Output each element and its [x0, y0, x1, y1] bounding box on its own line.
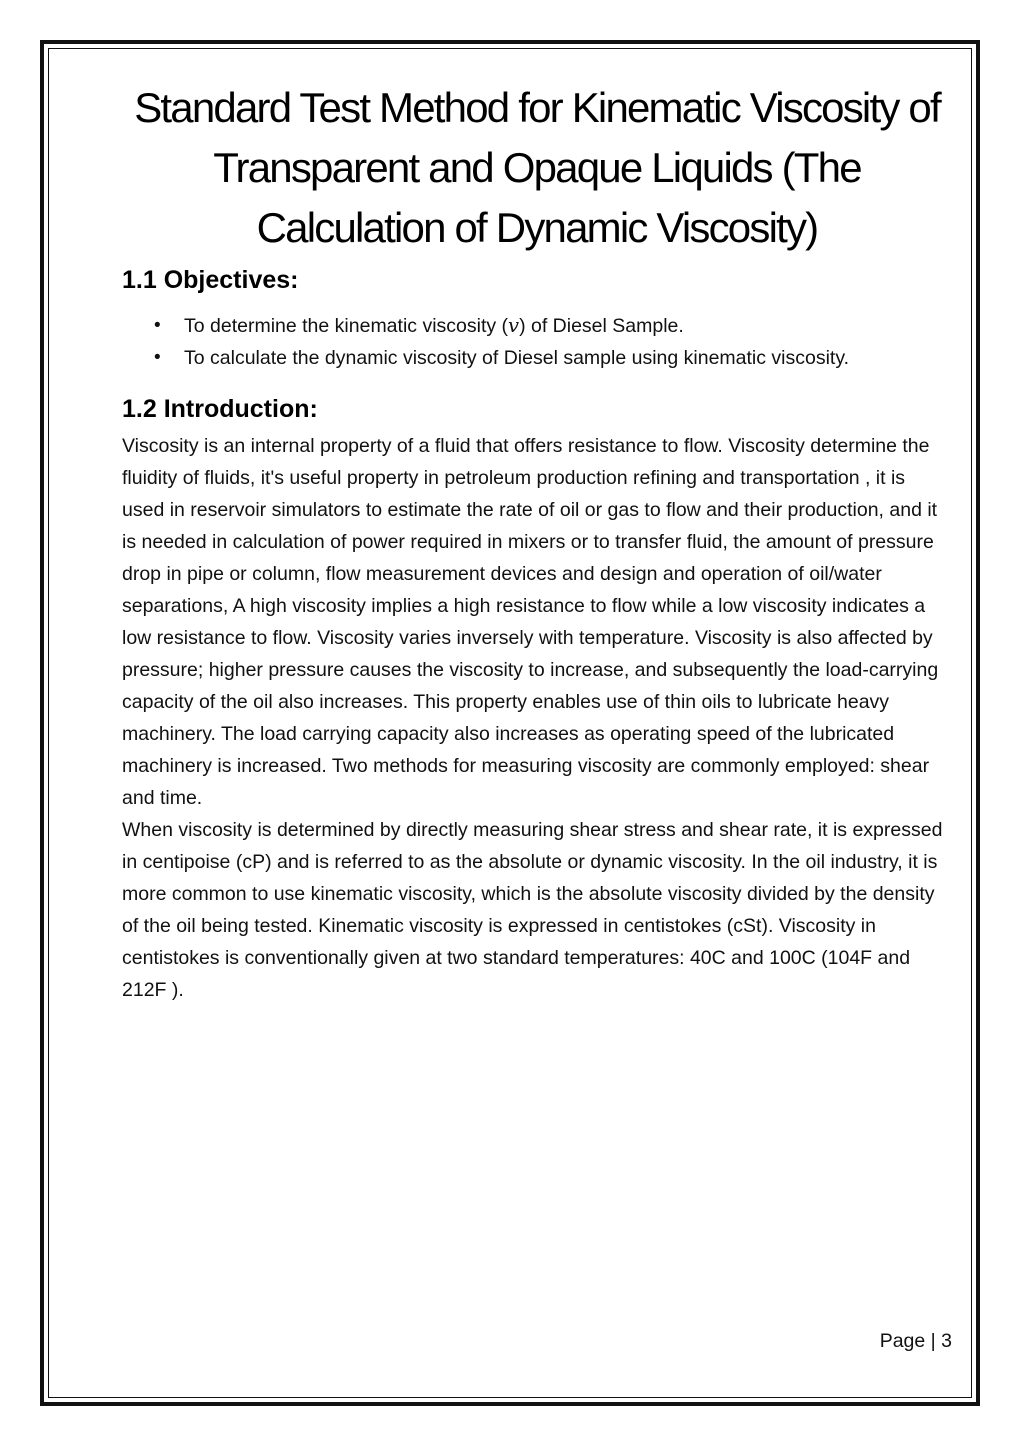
page-number: Page | 3	[879, 1330, 952, 1352]
list-item	[122, 342, 952, 374]
document-title: Standard Test Method for Kinematic Viscosity of Transparent and Opaque Liquids (The Calculation of Dynamic Viscosity)	[134, 84, 940, 251]
objectives-heading: 1.1 Objectives:	[122, 266, 299, 294]
objectives-list	[122, 310, 952, 374]
bullet-icon: •	[154, 347, 161, 368]
introduction-paragraph-1: Viscosity is an internal property of a fluid that offers resistance to flow. Viscosity determine the fluidity of fluids, it's useful property in petroleum production refining and transportation , it is used in reservoir simulators to estimate the rate of oil or gas to flow and their production, and it is needed in calculation of power required in mixers or to transfer fluid, the amount of pressure drop in pipe or column, flow measurement devices and design and operation of oil/water separations, A high viscosity implies a high resistance to flow while a low viscosity indicates a low resistance to flow. Viscosity varies inversely with temperature. Viscosity is also affected by pressure; higher pressure causes the viscosity to increase, and subsequently the load-carrying capacity of the oil also increases. This property enables use of thin oils to lubricate heavy machinery. The load carrying capacity also increases as operating speed of the lubricated machinery is increased. Two methods for measuring viscosity are commonly employed: shear and time.	[122, 435, 939, 809]
viscosity-symbol: 𝑣	[508, 314, 520, 337]
list-item	[122, 310, 952, 342]
introduction-paragraph-2: When viscosity is determined by directly measuring shear stress and shear rate, it is expressed in centipoise (cP) and is referred to as the absolute or dynamic viscosity. In the oil industry, it is more common to use kinematic viscosity, which is the absolute viscosity divided by the density of the oil being tested. Kinematic viscosity is expressed in centistokes (cSt). Viscosity in centistokes is conventionally given at two standard temperatures: 40C and 100C (104F and 212F ).	[122, 819, 943, 1001]
introduction-heading: 1.2 Introduction:	[122, 395, 318, 423]
document-body	[122, 78, 952, 1006]
objective-2-text: To calculate the dynamic viscosity of Diesel sample using kinematic viscosity.	[184, 347, 850, 369]
bullet-icon: •	[154, 315, 161, 336]
objective-1-before: To determine the kinematic viscosity (	[184, 315, 509, 337]
objective-1-after: ) of Diesel Sample.	[519, 315, 684, 337]
